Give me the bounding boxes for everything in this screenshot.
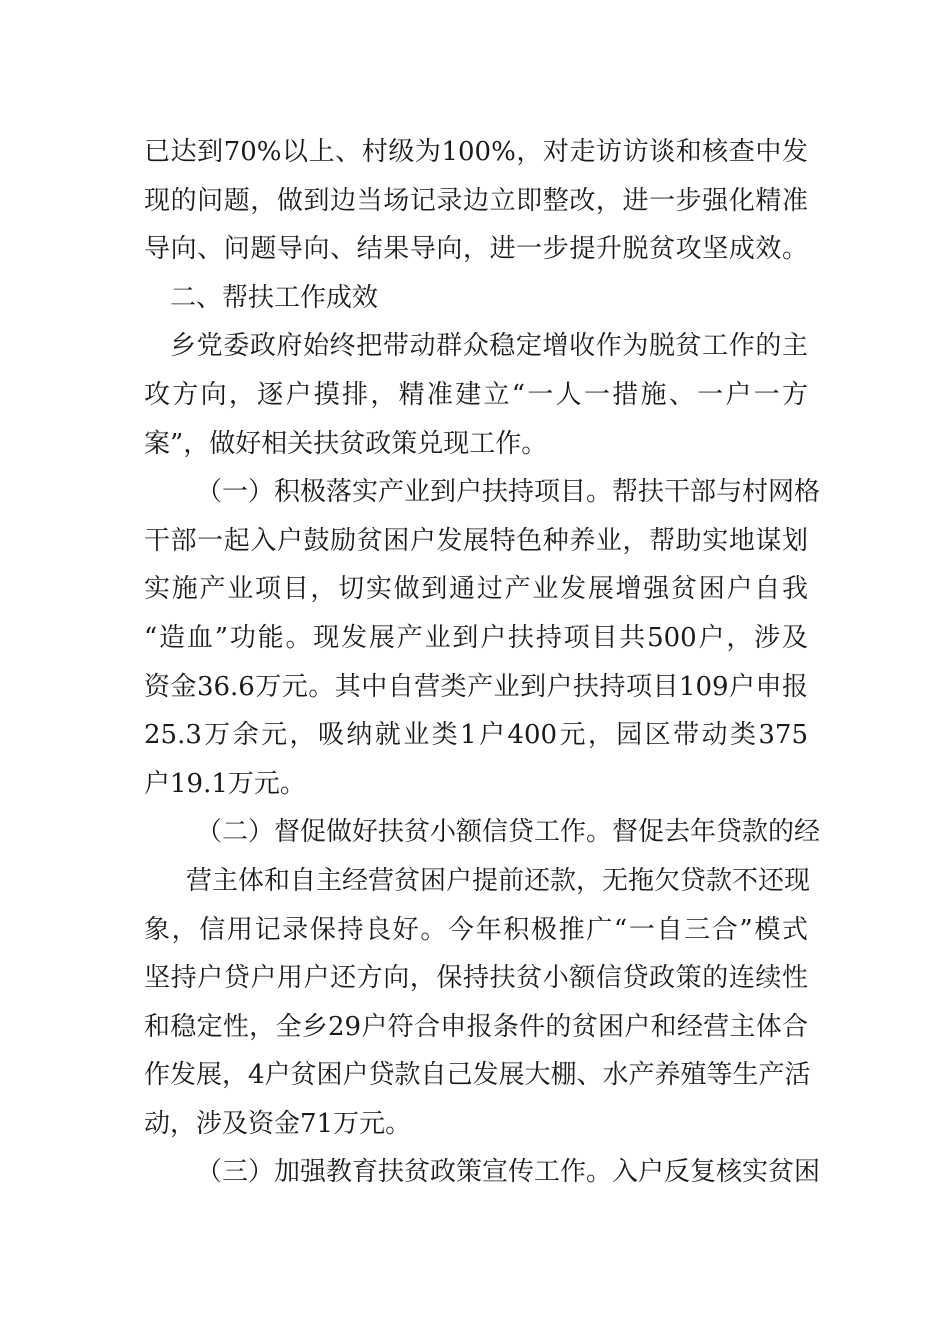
document-body [144, 128, 821, 1197]
text-line: 已达到70%以上、村级为100%，对走访访谈和核查中发 [144, 137, 808, 167]
text-line: 干部一起入户鼓励贫困户发展特色种养业，帮助实地谋划 [144, 525, 808, 556]
text-line: 资金36.6万元。其中自营类产业到户扶持项目109户申报 [144, 671, 808, 702]
text-line: 案”，做好相关扶贫政策兑现工作。 [144, 428, 548, 459]
subsection-heading: （三）加强教育扶贫政策宣传工作。入户反复核实贫困 [196, 1157, 821, 1188]
text-line: 导向、问题导向、结果导向，进一步提升脱贫攻坚成效。 [144, 234, 808, 265]
text-line: 乡党委政府始终把带动群众稳定增收作为脱贫工作的主 [170, 331, 808, 362]
text-line: 户19.1万元。 [144, 768, 306, 799]
text-line: 和稳定性，全乡29户符合申报条件的贫困户和经营主体合 [144, 1011, 808, 1042]
subsection-heading: （一）积极落实产业到户扶持项目。帮扶干部与村网格 [196, 477, 821, 508]
text-line: 25.3万余元，吸纳就业类1户400元，园区带动类375 [144, 720, 808, 751]
text-line: 坚持户贷户用户还方向，保持扶贫小额信贷政策的连续性 [144, 963, 808, 994]
text-line: 现的问题，做到边当场记录边立即整改，进一步强化精准 [144, 185, 808, 216]
text-line: 攻方向，逐户摸排，精准建立“一人一措施、一户一方 [144, 379, 808, 410]
text-line: 作发展，4户贫困户贷款自己发展大棚、水产养殖等生产活 [144, 1060, 811, 1091]
text-line: 实施产业项目，切实做到通过产业发展增强贫困户自我 [144, 574, 808, 605]
text-line: 动，涉及资金71万元。 [144, 1108, 412, 1139]
text-line: 营主体和自主经营贫困户提前还款，无拖欠贷款不还现 [186, 865, 811, 896]
text-line: 象，信用记录保持良好。今年积极推广“一自三合”模式 [144, 914, 808, 945]
section-heading: 二、帮扶工作成效 [170, 282, 379, 313]
subsection-heading: （二）督促做好扶贫小额信贷工作。督促去年贷款的经 [196, 817, 821, 848]
text-line: “造血”功能。现发展产业到户扶持项目共500户，涉及 [144, 622, 808, 653]
